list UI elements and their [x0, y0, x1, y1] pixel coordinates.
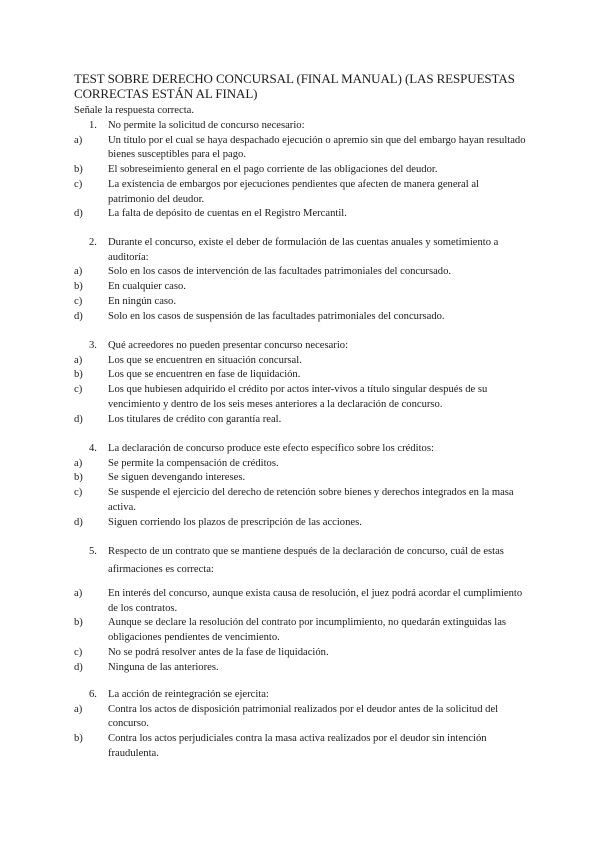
option-letter: c) — [74, 384, 83, 396]
option-text: Los titulares de crédito con garantía real. — [108, 413, 282, 425]
option-letter: d) — [74, 516, 83, 528]
answer-option — [0, 383, 528, 412]
option-letter: b) — [74, 281, 83, 293]
document-intro: Señale la respuesta correcta. — [74, 105, 194, 116]
answer-option — [0, 280, 528, 295]
question-1 — [0, 119, 600, 222]
question-number: 6. — [89, 689, 97, 700]
question-text — [0, 442, 528, 457]
option-letter: c) — [74, 295, 83, 307]
document-title: TEST SOBRE DERECHO CONCURSAL (FINAL MANUAL) (LAS RESPUESTAS CORRECTAS ESTÁN AL FINAL) — [74, 71, 515, 101]
option-text: Siguen corriendo los plazos de prescripción de las acciones. — [108, 516, 362, 528]
answer-option — [0, 413, 528, 428]
option-letter: a) — [74, 457, 83, 469]
option-letter: d) — [74, 310, 83, 322]
question-label: La declaración de concurso produce este efecto específico sobre los créditos: — [108, 443, 434, 454]
option-letter: d) — [74, 413, 83, 425]
answer-option — [0, 163, 528, 178]
option-text: Se permite la compensación de créditos. — [108, 457, 279, 469]
answer-option — [0, 703, 528, 732]
answer-option — [0, 486, 528, 515]
answer-option — [0, 265, 528, 280]
question-text — [0, 688, 528, 703]
question-label: Qué acreedores no pueden presentar concurso necesario: — [108, 340, 349, 351]
option-text: En interés del concurso, aunque exista causa de resolución, el juez podrá acordar el cumplimiento de los contratos. — [108, 588, 523, 614]
answer-option — [0, 354, 528, 369]
question-label: La acción de reintegración se ejercita: — [108, 689, 269, 700]
question-number: 1. — [89, 120, 97, 131]
option-text: La falta de depósito de cuentas en el Registro Mercantil. — [108, 208, 347, 220]
answer-option — [0, 616, 528, 645]
question-5 — [0, 543, 600, 675]
option-letter: b) — [74, 617, 83, 629]
option-text: Se suspende el ejercicio del derecho de retención sobre bienes y derechos integrados en la masa activa. — [108, 487, 514, 513]
option-text: Contra los actos de disposición patrimonial realizados por el deudor antes de la solicitud del concurso. — [108, 703, 499, 730]
option-text: Solo en los casos de suspensión de las facultades patrimoniales del concursado. — [108, 310, 445, 322]
option-text: Un título por el cual se haya despachado ejecución o apremio sin que del embargo hayan resultado bienes susceptibles para el pago. — [108, 134, 526, 161]
option-text: Los que se encuentren en fase de liquidación. — [108, 369, 301, 381]
option-letter: c) — [74, 487, 83, 499]
answer-option — [0, 457, 528, 472]
option-letter: a) — [74, 588, 83, 599]
answer-option — [0, 178, 528, 207]
question-number: 5. — [89, 546, 97, 557]
option-letter: b) — [74, 164, 83, 176]
option-letter: b) — [74, 369, 83, 381]
answer-option — [0, 310, 528, 325]
answer-option — [0, 516, 528, 531]
option-text: El sobreseimiento general en el pago corriente de las obligaciones del deudor. — [108, 164, 438, 176]
answer-option — [0, 471, 528, 486]
answer-option — [0, 207, 528, 222]
option-text: Los que se encuentren en situación concursal. — [108, 354, 302, 366]
option-letter: c) — [74, 646, 83, 658]
question-number: 4. — [89, 443, 97, 454]
option-letter: a) — [74, 703, 83, 715]
question-label: Durante el concurso, existe el deber de formulación de las cuentas anuales y sometimiento a auditoría: — [108, 237, 499, 263]
option-text: Se siguen devengando intereses. — [108, 472, 246, 484]
answer-option — [0, 646, 528, 661]
question-2 — [0, 236, 600, 324]
option-letter: d) — [74, 208, 83, 220]
answer-option — [0, 732, 528, 761]
question-number: 2. — [89, 237, 97, 248]
option-letter: c) — [74, 178, 83, 190]
option-text: No se podrá resolver antes de la fase de liquidación. — [108, 646, 329, 658]
answer-option — [0, 368, 528, 383]
option-letter: d) — [74, 661, 83, 673]
option-letter: b) — [74, 733, 83, 745]
question-6 — [0, 688, 600, 762]
answer-option — [0, 295, 528, 310]
question-text — [0, 543, 528, 579]
question-label: Respecto de un contrato que se mantiene después de la declaración de concurso, cuál de estas afirmaciones es correcta: — [108, 546, 504, 575]
answer-option — [0, 661, 528, 676]
question-label: No permite la solicitud de concurso necesario: — [108, 120, 305, 131]
option-letter: a) — [74, 134, 83, 146]
question-text — [0, 339, 528, 354]
option-text: En ningún caso. — [108, 295, 176, 307]
option-text: Solo en los casos de intervención de las facultades patrimoniales del concursado. — [108, 266, 452, 278]
option-text: La existencia de embargos por ejecuciones pendientes que afecten de manera general al patrimonio del deudor. — [108, 178, 479, 205]
question-number: 3. — [89, 340, 97, 351]
question-3 — [0, 339, 600, 427]
option-letter: b) — [74, 472, 83, 484]
answer-option — [0, 587, 528, 616]
answer-option — [0, 134, 528, 163]
option-text: Contra los actos perjudiciales contra la masa activa realizados por el deudor sin intención fraudulenta. — [108, 733, 487, 759]
question-text — [0, 119, 528, 134]
question-4 — [0, 442, 600, 530]
option-letter: a) — [74, 354, 83, 366]
question-text — [0, 236, 528, 265]
option-text: En cualquier caso. — [108, 281, 186, 293]
option-text: Ninguna de las anteriores. — [108, 661, 219, 673]
option-text: Aunque se declare la resolución del contrato por incumplimiento, no quedarán extinguidas las obligaciones pendientes de vencimiento. — [108, 617, 507, 644]
option-letter: a) — [74, 266, 83, 278]
option-text: Los que hubiesen adquirido el crédito por actos inter-vivos a título singular después de su vencimiento y dentro de los seis meses anteriores a la declaración de concurso. — [108, 384, 488, 410]
